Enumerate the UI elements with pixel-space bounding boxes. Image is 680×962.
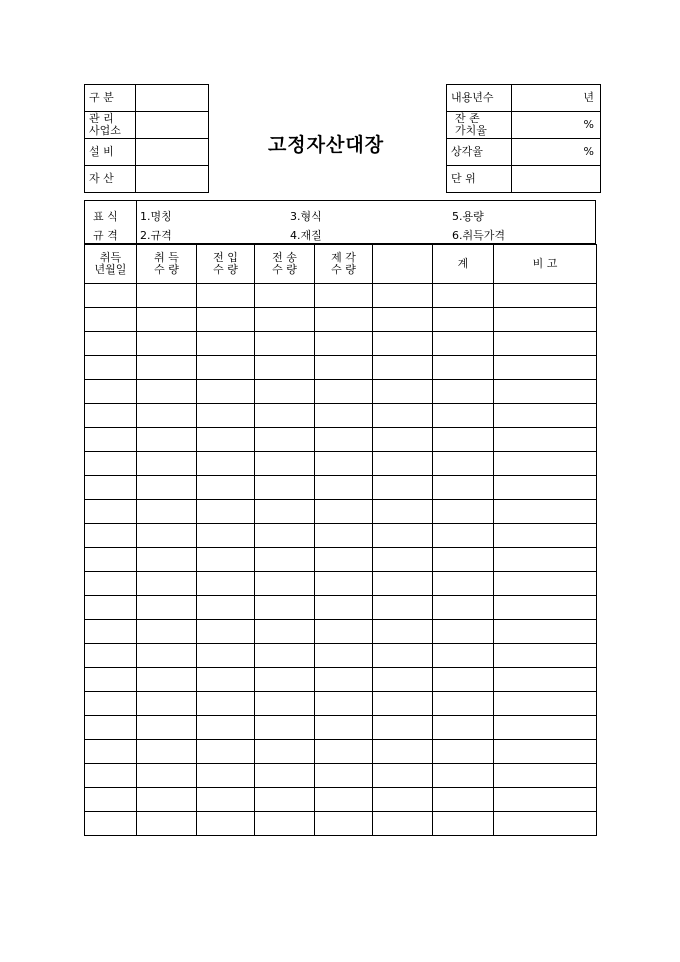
header-left-row xyxy=(85,139,209,166)
table-cell[interactable] xyxy=(137,572,197,596)
table-cell[interactable] xyxy=(315,788,373,812)
table-cell[interactable] xyxy=(433,596,494,620)
header-right-table xyxy=(446,84,601,193)
header-right-unit[interactable]: % xyxy=(512,139,601,166)
table-cell[interactable] xyxy=(315,572,373,596)
table-cell[interactable] xyxy=(494,452,597,476)
header-left-value[interactable] xyxy=(136,139,209,166)
table-cell[interactable] xyxy=(197,572,255,596)
table-cell[interactable] xyxy=(255,524,315,548)
table-cell[interactable] xyxy=(255,692,315,716)
table-cell[interactable] xyxy=(494,548,597,572)
table-cell[interactable] xyxy=(197,356,255,380)
table-cell[interactable] xyxy=(255,740,315,764)
header-left-value[interactable] xyxy=(136,166,209,193)
ledger-column-header: 제 각 수 량 xyxy=(315,245,373,284)
ledger-column-header: 전 송 수 량 xyxy=(255,245,315,284)
header-right-label: 상각율 xyxy=(447,139,512,166)
table-cell[interactable] xyxy=(197,716,255,740)
table-cell[interactable] xyxy=(494,740,597,764)
table-cell[interactable] xyxy=(255,548,315,572)
table-cell[interactable] xyxy=(137,668,197,692)
table-cell[interactable] xyxy=(85,284,137,308)
ledger-column-header: 비 고 xyxy=(494,245,597,284)
table-row xyxy=(85,452,597,476)
header-right-row xyxy=(447,112,601,139)
table-cell[interactable] xyxy=(373,668,433,692)
ledger-column-header: 취득 년월일 xyxy=(85,245,137,284)
table-cell[interactable] xyxy=(494,284,597,308)
table-cell[interactable] xyxy=(494,476,597,500)
table-cell[interactable] xyxy=(137,620,197,644)
table-row xyxy=(85,812,597,836)
table-cell[interactable] xyxy=(197,548,255,572)
table-cell[interactable] xyxy=(315,524,373,548)
header-right-row xyxy=(447,85,601,112)
table-cell[interactable] xyxy=(315,332,373,356)
spec-label-bottom: 규 격 xyxy=(93,229,118,242)
table-cell[interactable] xyxy=(197,596,255,620)
table-cell[interactable] xyxy=(494,716,597,740)
table-cell[interactable] xyxy=(433,500,494,524)
table-cell[interactable] xyxy=(494,500,597,524)
table-row xyxy=(85,404,597,428)
table-cell[interactable] xyxy=(494,644,597,668)
table-cell[interactable] xyxy=(433,548,494,572)
table-cell[interactable] xyxy=(137,284,197,308)
table-row xyxy=(85,476,597,500)
table-cell[interactable] xyxy=(433,356,494,380)
table-cell[interactable] xyxy=(85,356,137,380)
table-row xyxy=(85,500,597,524)
table-cell[interactable] xyxy=(255,284,315,308)
table-cell[interactable] xyxy=(494,404,597,428)
table-cell[interactable] xyxy=(85,812,137,836)
table-cell[interactable] xyxy=(137,548,197,572)
table-cell[interactable] xyxy=(255,308,315,332)
table-cell[interactable] xyxy=(433,404,494,428)
table-cell[interactable] xyxy=(315,740,373,764)
table-cell[interactable] xyxy=(197,428,255,452)
table-row xyxy=(85,692,597,716)
table-cell[interactable] xyxy=(433,716,494,740)
header-right-label: 단 위 xyxy=(447,166,512,193)
table-row xyxy=(85,428,597,452)
table-cell[interactable] xyxy=(315,404,373,428)
table-cell[interactable] xyxy=(373,380,433,404)
table-cell[interactable] xyxy=(373,716,433,740)
table-cell[interactable] xyxy=(433,668,494,692)
table-cell[interactable] xyxy=(433,380,494,404)
table-cell[interactable] xyxy=(85,620,137,644)
table-cell[interactable] xyxy=(255,404,315,428)
table-cell[interactable] xyxy=(494,668,597,692)
table-cell[interactable] xyxy=(433,740,494,764)
header-right-unit[interactable]: 년 xyxy=(512,85,601,112)
table-cell[interactable] xyxy=(137,404,197,428)
table-cell[interactable] xyxy=(373,428,433,452)
table-cell[interactable] xyxy=(433,644,494,668)
table-cell[interactable] xyxy=(137,764,197,788)
table-cell[interactable] xyxy=(494,596,597,620)
table-cell[interactable] xyxy=(137,812,197,836)
spec-acq-price: 6.취득가격 xyxy=(452,229,505,242)
header-right-label: 잔 존 가치율 xyxy=(447,112,512,139)
header-right-row xyxy=(447,139,601,166)
spec-label-top: 표 식 xyxy=(93,210,118,223)
table-row xyxy=(85,764,597,788)
table-cell[interactable] xyxy=(494,524,597,548)
table-cell[interactable] xyxy=(255,716,315,740)
table-cell[interactable] xyxy=(433,788,494,812)
table-cell[interactable] xyxy=(255,452,315,476)
table-row xyxy=(85,596,597,620)
table-cell[interactable] xyxy=(494,620,597,644)
header-left-label: 관 리 사업소 xyxy=(85,112,136,139)
table-cell[interactable] xyxy=(197,764,255,788)
table-cell[interactable] xyxy=(197,404,255,428)
table-cell[interactable] xyxy=(85,404,137,428)
table-cell[interactable] xyxy=(85,380,137,404)
table-cell[interactable] xyxy=(315,428,373,452)
table-row xyxy=(85,668,597,692)
table-cell[interactable] xyxy=(373,524,433,548)
table-cell[interactable] xyxy=(85,668,137,692)
table-cell[interactable] xyxy=(433,476,494,500)
table-cell[interactable] xyxy=(85,596,137,620)
table-cell[interactable] xyxy=(373,548,433,572)
table-cell[interactable] xyxy=(494,428,597,452)
table-row xyxy=(85,788,597,812)
table-cell[interactable] xyxy=(255,380,315,404)
table-cell[interactable] xyxy=(373,692,433,716)
table-cell[interactable] xyxy=(433,428,494,452)
table-cell[interactable] xyxy=(315,476,373,500)
table-cell[interactable] xyxy=(494,572,597,596)
table-cell[interactable] xyxy=(85,428,137,452)
spec-type: 3.형식 xyxy=(290,210,322,223)
table-cell[interactable] xyxy=(315,308,373,332)
table-cell[interactable] xyxy=(494,692,597,716)
table-cell[interactable] xyxy=(373,620,433,644)
table-cell[interactable] xyxy=(255,788,315,812)
document-title: 고정자산대장 xyxy=(267,134,385,156)
table-cell[interactable] xyxy=(137,476,197,500)
table-cell[interactable] xyxy=(373,596,433,620)
table-cell[interactable] xyxy=(433,284,494,308)
table-cell[interactable] xyxy=(85,716,137,740)
header-right-label: 내용년수 xyxy=(447,85,512,112)
table-cell[interactable] xyxy=(433,332,494,356)
spec-standard: 2.규격 xyxy=(140,229,172,242)
table-cell[interactable] xyxy=(197,380,255,404)
table-cell[interactable] xyxy=(315,812,373,836)
table-cell[interactable] xyxy=(315,764,373,788)
header-left-label: 설 비 xyxy=(85,139,136,166)
table-row xyxy=(85,716,597,740)
table-cell[interactable] xyxy=(255,596,315,620)
ledger-header-row xyxy=(85,245,597,284)
table-row xyxy=(85,644,597,668)
table-cell[interactable] xyxy=(373,572,433,596)
table-cell[interactable] xyxy=(197,284,255,308)
table-cell[interactable] xyxy=(373,644,433,668)
table-cell[interactable] xyxy=(85,788,137,812)
table-cell[interactable] xyxy=(255,428,315,452)
table-row xyxy=(85,356,597,380)
table-cell[interactable] xyxy=(373,332,433,356)
header-left-row xyxy=(85,85,209,112)
table-cell[interactable] xyxy=(433,308,494,332)
table-cell[interactable] xyxy=(315,452,373,476)
table-row xyxy=(85,524,597,548)
table-cell[interactable] xyxy=(85,476,137,500)
table-row xyxy=(85,572,597,596)
header-left-label: 구 분 xyxy=(85,85,136,112)
table-cell[interactable] xyxy=(197,500,255,524)
table-cell[interactable] xyxy=(315,644,373,668)
table-cell[interactable] xyxy=(315,668,373,692)
table-cell[interactable] xyxy=(315,692,373,716)
spec-material: 4.재질 xyxy=(290,229,322,242)
table-cell[interactable] xyxy=(85,644,137,668)
table-cell[interactable] xyxy=(433,524,494,548)
ledger-column-header: 계 xyxy=(433,245,494,284)
table-cell[interactable] xyxy=(315,356,373,380)
table-cell[interactable] xyxy=(197,668,255,692)
table-cell[interactable] xyxy=(373,788,433,812)
table-cell[interactable] xyxy=(137,716,197,740)
spec-section xyxy=(84,200,596,244)
header-left-row xyxy=(85,166,209,193)
header-right-unit[interactable] xyxy=(512,166,601,193)
table-row xyxy=(85,740,597,764)
table-cell[interactable] xyxy=(373,500,433,524)
table-cell[interactable] xyxy=(137,356,197,380)
table-cell[interactable] xyxy=(197,308,255,332)
table-cell[interactable] xyxy=(85,764,137,788)
header-left-value[interactable] xyxy=(136,112,209,139)
table-cell[interactable] xyxy=(433,812,494,836)
table-cell[interactable] xyxy=(315,596,373,620)
table-cell[interactable] xyxy=(197,332,255,356)
table-cell[interactable] xyxy=(373,812,433,836)
table-cell[interactable] xyxy=(197,692,255,716)
table-cell[interactable] xyxy=(85,332,137,356)
table-cell[interactable] xyxy=(85,548,137,572)
header-right-row xyxy=(447,166,601,193)
table-cell[interactable] xyxy=(137,788,197,812)
table-cell[interactable] xyxy=(85,308,137,332)
table-cell[interactable] xyxy=(373,452,433,476)
table-cell[interactable] xyxy=(433,572,494,596)
table-cell[interactable] xyxy=(433,452,494,476)
table-cell[interactable] xyxy=(137,692,197,716)
ledger-table xyxy=(84,244,597,836)
header-left-table xyxy=(84,84,209,193)
table-cell[interactable] xyxy=(255,812,315,836)
table-cell[interactable] xyxy=(315,620,373,644)
table-row xyxy=(85,548,597,572)
table-row xyxy=(85,380,597,404)
table-cell[interactable] xyxy=(433,620,494,644)
table-cell[interactable] xyxy=(494,308,597,332)
table-cell[interactable] xyxy=(255,356,315,380)
table-cell[interactable] xyxy=(255,620,315,644)
table-cell[interactable] xyxy=(494,812,597,836)
spec-divider xyxy=(136,201,137,243)
table-cell[interactable] xyxy=(494,332,597,356)
table-cell[interactable] xyxy=(373,284,433,308)
table-cell[interactable] xyxy=(197,476,255,500)
table-cell[interactable] xyxy=(197,788,255,812)
spec-capacity: 5.용량 xyxy=(452,210,484,223)
table-cell[interactable] xyxy=(85,692,137,716)
table-cell[interactable] xyxy=(433,764,494,788)
table-cell[interactable] xyxy=(255,476,315,500)
table-cell[interactable] xyxy=(137,428,197,452)
table-cell[interactable] xyxy=(494,380,597,404)
table-cell[interactable] xyxy=(373,308,433,332)
table-cell[interactable] xyxy=(137,332,197,356)
table-cell[interactable] xyxy=(494,356,597,380)
table-cell[interactable] xyxy=(255,644,315,668)
table-cell[interactable] xyxy=(255,572,315,596)
table-cell[interactable] xyxy=(85,500,137,524)
table-cell[interactable] xyxy=(197,740,255,764)
table-cell[interactable] xyxy=(255,764,315,788)
table-cell[interactable] xyxy=(315,284,373,308)
table-cell[interactable] xyxy=(494,788,597,812)
table-cell[interactable] xyxy=(137,308,197,332)
header-left-value[interactable] xyxy=(136,85,209,112)
table-cell[interactable] xyxy=(315,380,373,404)
spec-name: 1.명칭 xyxy=(140,210,172,223)
table-cell[interactable] xyxy=(255,668,315,692)
table-cell[interactable] xyxy=(137,452,197,476)
table-cell[interactable] xyxy=(433,692,494,716)
table-cell[interactable] xyxy=(197,452,255,476)
table-cell[interactable] xyxy=(197,620,255,644)
table-row xyxy=(85,620,597,644)
ledger-column-header: 취 득 수 량 xyxy=(137,245,197,284)
header-right-unit[interactable]: % xyxy=(512,112,601,139)
table-cell[interactable] xyxy=(85,572,137,596)
ledger-column-header: 전 입 수 량 xyxy=(197,245,255,284)
table-cell[interactable] xyxy=(137,380,197,404)
table-cell[interactable] xyxy=(315,500,373,524)
table-cell[interactable] xyxy=(373,356,433,380)
table-cell[interactable] xyxy=(137,644,197,668)
table-cell[interactable] xyxy=(255,500,315,524)
header-left-label: 자 산 xyxy=(85,166,136,193)
table-cell[interactable] xyxy=(137,740,197,764)
table-cell[interactable] xyxy=(137,596,197,620)
table-row xyxy=(85,332,597,356)
table-cell[interactable] xyxy=(255,332,315,356)
table-cell[interactable] xyxy=(137,500,197,524)
table-cell[interactable] xyxy=(197,524,255,548)
table-cell[interactable] xyxy=(494,764,597,788)
table-cell[interactable] xyxy=(85,740,137,764)
ledger-column-header xyxy=(373,245,433,284)
table-cell[interactable] xyxy=(85,452,137,476)
table-cell[interactable] xyxy=(197,644,255,668)
table-cell[interactable] xyxy=(315,716,373,740)
table-cell[interactable] xyxy=(85,524,137,548)
header-left-row xyxy=(85,112,209,139)
table-row xyxy=(85,308,597,332)
table-cell[interactable] xyxy=(137,524,197,548)
table-cell[interactable] xyxy=(373,740,433,764)
table-cell[interactable] xyxy=(373,476,433,500)
table-cell[interactable] xyxy=(373,404,433,428)
table-cell[interactable] xyxy=(197,812,255,836)
table-cell[interactable] xyxy=(373,764,433,788)
table-row xyxy=(85,284,597,308)
table-cell[interactable] xyxy=(315,548,373,572)
